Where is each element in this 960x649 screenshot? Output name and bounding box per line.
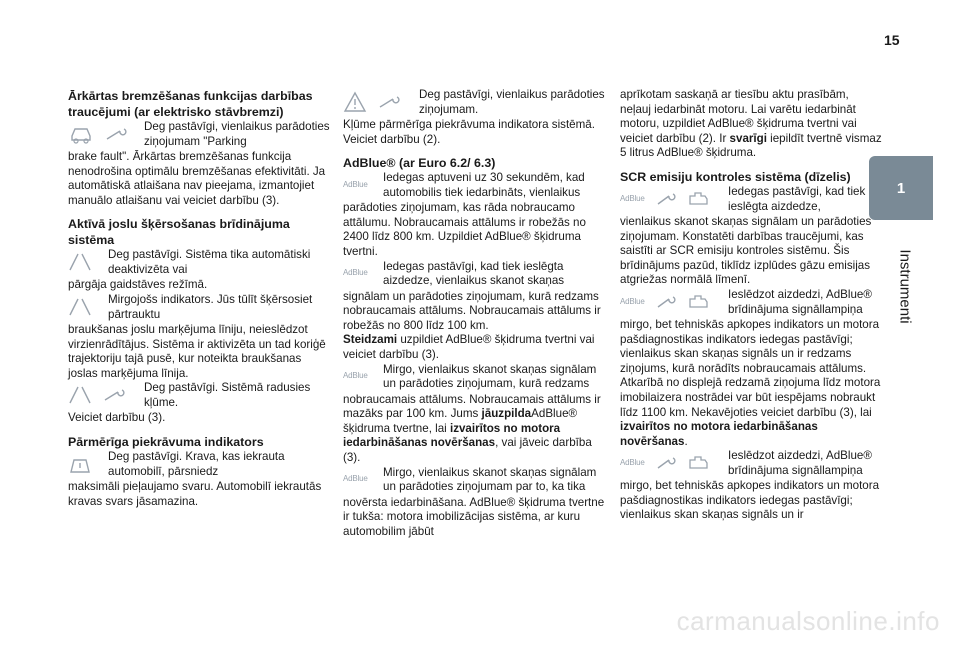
icon-group [68,121,130,147]
adblue-icon: AdBlue [343,474,368,484]
lane-icon [68,252,92,272]
indicator-text: Mirgo, vienlaikus skanot skaņas signālam un parādoties ziņojumam par to, ka tika [383,465,597,494]
wrench-icon [102,387,128,403]
chapter-title: Instrumenti [896,248,914,324]
body-text-part: mirgo, bet tehniskās apkopes indikators un motora pašdiagnostikas indikators iedegas pastāvīgi; vienlaikus skan skaņas signāls un ir redzams ziņojums, kurā norādīts nobraucamais attālums. Atkarībā no displejā redzamā ziņojuma līdz motora imobilaizera nostrādei var būt iespējams nobraukt līdz 1100 km. Nekavējoties veiciet darbību (3), lai [620,317,881,419]
indicator-text: Iedegas pastāvīgi, kad tiek ieslēgta aizdedze, vienlaikus skanot skaņas [383,259,565,288]
section-heading-overload: Pārmērīga piekrāvuma indikators [68,434,264,449]
indicator-block [68,293,330,323]
icon-group [68,382,128,408]
body-text-part: signālam un parādoties ziņojumam, kurā redzams nobraucamais attālums. Nobraucamais attālums ir robežās no 800 līdz 100 km. [343,289,601,332]
indicator-block [68,450,330,480]
body-text-part: , vai jāveic darbība (3). [343,436,592,464]
chapter-title-wrap [893,230,917,342]
car-brake-icon [68,124,94,144]
icon-group [343,261,368,287]
engine-check-icon [687,454,709,472]
indicator-text: Deg pastāvīgi, vienlaikus parādoties ziņojumam. [419,88,605,116]
warning-triangle-icon [343,91,367,113]
wrench-icon [104,126,130,142]
body-text: braukšanas joslu marķējuma līniju, neieslēdzot virzienrādītājus. Sistēma ir aktivizēta un tad koriģē trajektoriju tajā pusē, kur noteikta braukšanas joslas marķējuma līnija. [68,322,326,380]
indicator-text: Deg pastāvīgi, vienlaikus parādoties ziņojumam "Parking [144,120,330,148]
icon-group [343,467,368,493]
icon-group [343,89,403,115]
indicator-text: Mirgojošs indikators. Jūs tūlīt šķērsosiet pārtrauktu [108,292,313,321]
body-text: Veiciet darbību (3). [68,411,166,425]
body-text: Kļūme pārmērīga piekrāvuma indikatora sistēmā. Veiciet darbību (2). [343,118,595,146]
emphasis-text: svarīgi [729,131,767,145]
wrench-icon [655,294,677,310]
indicator-block [620,449,882,479]
indicator-block [343,88,605,118]
adblue-icon: AdBlue [620,193,645,203]
adblue-icon: AdBlue [343,179,368,189]
emphasis-text: izvairītos no motora iedarbināšanas novēršanas [343,421,561,450]
body-text-part: AdBlue® šķidruma tvertne, lai [343,407,578,435]
section-heading-emergency-brake: Ārkārtas bremzēšanas funkcijas darbības traucējumi (ar elektrisko stāvbremzi) [68,89,313,119]
icon-group [68,249,92,275]
indicator-block [343,260,605,290]
body-text-part: . [684,434,688,448]
wrench-icon [655,455,677,471]
body-text: parādoties ziņojumam, kas rāda nobraucamo attālumu. Nobraucamais attālums ir robežās no 2400 līdz 800 km. Uzpildiet AdBlue® šķidruma tvertni. [343,201,586,258]
body-text [620,318,882,449]
body-text [343,290,605,363]
body-text [343,393,605,466]
indicator-text: Deg pastāvīgi. Krava, kas iekrauta automobilī, pārsniedz [108,449,285,478]
section-heading-scr: SCR emisiju kontroles sistēma (dīzelis) [620,169,851,184]
body-text: mirgo, bet tehniskās apkopes indikators un motora pašdiagnostikas indikators iedegas pastāvīgi; vienlaikus skan skaņas signāls un ir [620,479,880,522]
column-1 [68,80,330,509]
indicator-block [620,288,882,318]
section-heading-adblue: AdBlue® (ar Euro 6.2/ 6.3) [343,156,496,171]
emphasis-text: izvairītos no motora iedarbināšanas novēršanas [620,420,818,448]
indicator-block [620,185,882,215]
body-text-part: nobraucamais attālums. Nobraucamais attālums ir mazāks par 100 km. Jums [343,392,601,421]
icon-group [620,450,709,476]
body-text-part: iepildīt tvertnē vismaz 5 litrus AdBlue® šķidruma. [620,131,882,160]
indicator-text: Ieslēdzot aizdedzi, AdBlue® brīdinājuma signāllampiņa [728,449,872,477]
body-text: pārgāja gaidstāves režīmā. [68,278,208,292]
icon-group [620,289,709,315]
wrench-icon [377,94,403,110]
indicator-text: Mirgo, vienlaikus skanot skaņas signālam un parādoties ziņojumam, kurā redzams [383,362,597,391]
adblue-icon: AdBlue [343,268,368,278]
engine-check-icon [687,293,709,311]
overload-icon [68,454,92,474]
body-text: novērsta iedarbināšana. AdBlue® šķidruma tvertne ir tukša: motora imobilizācijas sistēma, ar kuru automobilim jābūt [343,495,605,538]
body-text-part: uzpildiet AdBlue® šķidruma tvertni vai veiciet darbību (3). [343,333,595,361]
adblue-icon: AdBlue [620,457,645,467]
body-text: brake fault". Ārkārtas bremzēšanas funkcija nenodrošina optimālu bremzēšanas efektivitāti. Ja automātiskā atlaišana nav pieejama, izmantojiet manuālo atlaišanu vai veiciet darbību (3). [68,150,326,207]
page-number: 15 [884,32,900,48]
indicator-block [68,248,330,278]
indicator-text: Deg pastāvīgi. Sistēmā radusies kļūme. [144,381,311,409]
indicator-block [343,171,605,201]
emphasis-text: jāuzpilda [481,407,532,421]
indicator-block [343,466,605,496]
indicator-text: Ieslēdzot aizdedzi, AdBlue® brīdinājuma signāllampiņa [728,287,872,316]
lane-icon [68,297,92,317]
indicator-block [68,381,330,411]
indicator-block [343,363,605,393]
indicator-text: Iedegas aptuveni uz 30 sekundēm, kad automobilis tiek iedarbināts, vienlaikus [383,171,585,199]
indicator-block [68,120,330,150]
icon-group [68,294,92,320]
body-text [620,88,882,161]
watermark: carmanualsonline.info [676,606,940,636]
icon-group [620,186,709,212]
column-2 [343,80,605,539]
icon-group [68,451,92,477]
wrench-icon [655,191,677,207]
emphasis-text: Steidzami [343,333,398,347]
engine-check-icon [687,190,709,208]
indicator-text: Iedegas pastāvīgi, kad tiek ieslēgta aizdedze, [728,184,866,213]
chapter-tab[interactable]: 1 [869,156,933,220]
body-text: maksimāli pieļaujamo svaru. Automobilī iekrautās kravas svars jāsamazina. [68,479,322,508]
icon-group [343,172,368,198]
body-text: vienlaikus skanot skaņas signālam un parādoties ziņojumam. Konstatēti darbības traucējumi, kas saistīti ar SCR emisiju kontroles sistēmu. Šis brīdinājums pazūd, tiklīdz izplūdes gāzu emisijas atgriežas normālā līmenī. [620,214,872,287]
section-heading-lane-departure: Aktīvā joslu šķērsošanas brīdinājuma sistēma [68,217,290,248]
lane-icon [68,385,92,405]
body-text-part: aprīkotam saskaņā ar tiesību aktu prasībām, neļauj iedarbināt motoru. Lai varētu iedarbināt motoru, uzpildiet AdBlue® šķidruma tvertni vai veiciet darbību (2). Ir [620,88,857,145]
icon-group [343,364,368,390]
column-3 [620,80,882,523]
indicator-text: Deg pastāvīgi. Sistēma tika automātiski deaktivizēta vai [108,248,311,276]
adblue-icon: AdBlue [343,371,368,381]
adblue-icon: AdBlue [620,296,645,306]
